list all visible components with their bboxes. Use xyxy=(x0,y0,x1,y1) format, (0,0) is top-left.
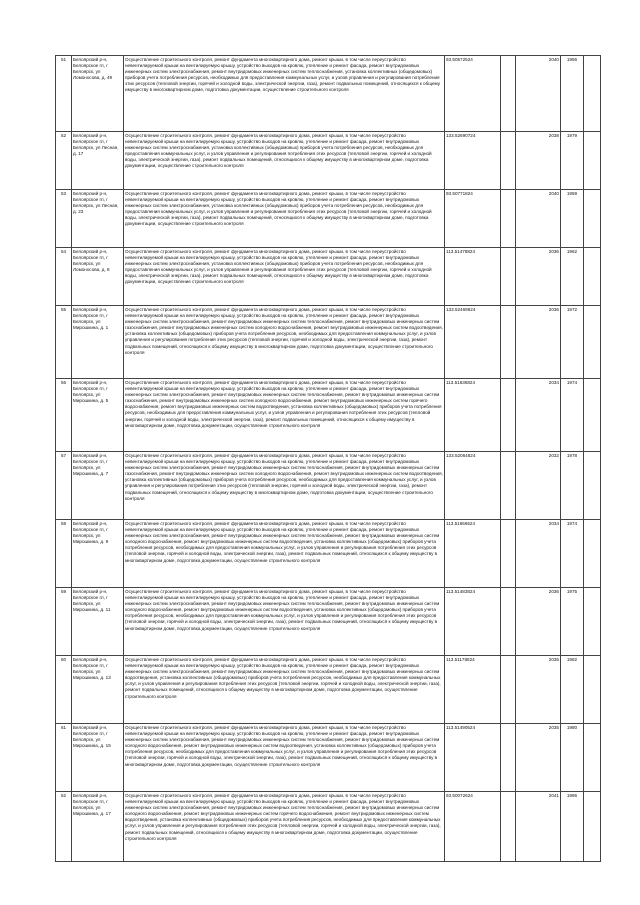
row-empty-cell xyxy=(501,452,516,520)
row-empty-cell xyxy=(501,724,516,792)
row-build-year: 1982 xyxy=(561,656,584,724)
row-address: Белоярский р-н, Белоярское гп, г Белоярск, ул Мирошкина, д. 11 xyxy=(72,588,124,656)
row-address: Белоярский р-н, Белоярское гп, г Белоярск, ул Лесная, д. 17 xyxy=(72,132,124,190)
row-number: 57 xyxy=(56,452,72,520)
row-work-description: Осуществление строительного контроля, ремонт фундамента многоквартирного дома, ремонт крыши, в том числе переустройство невентилируемой крыши на вентилируемую крышу, устройство выходов на кровлю, утепление и ремонт фасада, ремонт внутридомовых инженерных систем электроснабжения, ремонт внутридомовых инженерных систем теплоснабжения, ремонт внутридомовых инженерных систем газоснабжения, ремонт внутридомовых инженерных систем холодного водоснабжения, ремонт внутридомовых инженерных систем горячего водоснабжения, ремонт внутридомовых инженерных систем водоотведения, установка коллективных (общедомовых) приборов учета потребления ресурсов, необходимых для предоставления коммунальных услуг, и узлов управления и регулирования потребления этих ресурсов (тепловой энергии, горячей и холодной воды, электрической энергии, газа), ремонт подвальных помещений, относящихся к общему имуществу в многоквартирном доме, подготовка документации, осуществление строительного контроля xyxy=(124,379,445,452)
row-build-year: 1980 xyxy=(561,724,584,792)
row-empty-cell xyxy=(584,306,601,379)
row-address: Белоярский р-н, Белоярское гп, г Белоярск, ул Мирошкина, д. 7 xyxy=(72,452,124,520)
row-planned-year: 2038 xyxy=(516,132,561,190)
row-cost-code: 113.51483824 xyxy=(445,588,501,656)
row-address: Белоярский р-н, Белоярское гп, г Белоярск, ул Ломоносова, д. 49 xyxy=(72,56,124,132)
row-work-description: Осуществление строительного контроля, ремонт фундамента многоквартирного дома, ремонт крыши, в том числе переустройство невентилируемой крыши на вентилируемую крышу, устройство выходов на кровлю, утепление и ремонт фасада, ремонт внутридомовых инженерных систем электроснабжения, ремонт внутридомовых инженерных систем теплоснабжения, ремонт внутридомовых инженерных систем газоснабжения, ремонт внутридомовых инженерных систем холодного водоснабжения, ремонт внутридомовых инженерных систем водоотведения, установка коллективных (общедомовых) приборов учета потребления ресурсов, необходимых для предоставления коммунальных услуг, и узлов управления и регулирования потребления этих ресурсов (тепловой энергии, горячей и холодной воды, электрической энергии, газа), ремонт подвальных помещений, относящихся к общему имуществу в многоквартирном доме, подготовка документации, осуществление строительного контроля xyxy=(124,306,445,379)
row-planned-year: 2034 xyxy=(516,379,561,452)
table-row xyxy=(56,56,601,132)
row-number: 58 xyxy=(56,520,72,588)
row-address: Белоярский р-н, Белоярское гп, г Белоярск, ул Мирошкина, д. 15 xyxy=(72,724,124,792)
row-build-year: 1979 xyxy=(561,132,584,190)
row-number: 51 xyxy=(56,56,72,132)
table-row xyxy=(56,248,601,306)
row-cost-code: 113.51636824 xyxy=(445,379,501,452)
row-cost-code: 113.51490524 xyxy=(445,724,501,792)
row-address: Белоярский р-н, Белоярское гп, г Белоярск, ул Мирошкина, д. 5 xyxy=(72,379,124,452)
row-empty-cell xyxy=(584,379,601,452)
row-work-description: Осуществление строительного контроля, ремонт фундамента многоквартирного дома, ремонт крыши, в том числе переустройство невентилируемой крыши на вентилируемую крышу, устройство выходов на кровлю, утепление и ремонт фасада, ремонт внутридомовых инженерных систем электроснабжения, установка коллективных (общедомовых) приборов учета потребления ресурсов, необходимых для предоставления коммунальных услуг, и узлов управления и регулирования потребления этих ресурсов (тепловой энергии, горячей и холодной воды, электрической энергии, газа), ремонт подвальных помещений, относящихся к общему имуществу в многоквартирном доме, подготовка документации, осуществление строительного контроля xyxy=(124,132,445,190)
row-empty-cell xyxy=(584,248,601,306)
row-empty-cell xyxy=(501,656,516,724)
row-empty-cell xyxy=(501,248,516,306)
row-build-year: 1978 xyxy=(561,452,584,520)
row-empty-cell xyxy=(584,132,601,190)
row-build-year: 1974 xyxy=(561,520,584,588)
row-number: 52 xyxy=(56,132,72,190)
row-planned-year: 2036 xyxy=(516,588,561,656)
row-build-year: 1959 xyxy=(561,190,584,248)
table-row xyxy=(56,132,601,190)
row-number: 61 xyxy=(56,724,72,792)
row-address: Белоярский р-н, Белоярское гп, г Белоярск, ул Ломоносова, д. 8 xyxy=(72,248,124,306)
row-planned-year: 2041 xyxy=(516,792,561,862)
row-work-description: Осуществление строительного контроля, ремонт фундамента многоквартирного дома, ремонт крыши, в том числе переустройство невентилируемой крыши на вентилируемую крышу, устройство выходов на кровлю, утепление и ремонт фасада, ремонт внутридомовых инженерных систем электроснабжения, ремонт внутридомовых инженерных систем теплоснабжения, ремонт внутридомовых инженерных систем холодного водоснабжения, ремонт внутридомовых инженерных систем водоотведения, установка коллективных (общедомовых) приборов учета потребления ресурсов, необходимых для предоставления коммунальных услуг, и узлов управления и регулирования потребления этих ресурсов (тепловой энергии, горячей и холодной воды, электрической энергии, газа), ремонт подвальных помещений, относящихся к общему имуществу в многоквартирном доме, подготовка документации, осуществление строительного контроля xyxy=(124,520,445,588)
row-work-description: Осуществление строительного контроля, ремонт фундамента многоквартирного дома, ремонт крыши, в том числе переустройство невентилируемой крыши на вентилируемую крышу, устройство выходов на кровлю, утепление и ремонт фасада, ремонт внутридомовых инженерных систем электроснабжения, ремонт внутридомовых инженерных систем теплоснабжения, ремонт внутридомовых инженерных систем водоотведения, установка коллективных (общедомовых) приборов учета потребления ресурсов, необходимых для предоставления коммунальных услуг, и узлов управления и регулирования потребления этих ресурсов (тепловой энергии, горячей и холодной воды, электрической энергии, газа), ремонт подвальных помещений, относящихся к общему имуществу в многоквартирном доме, подготовка документации, осуществление строительного контроля xyxy=(124,656,445,724)
row-planned-year: 2032 xyxy=(516,452,561,520)
row-address: Белоярский р-н, Белоярское гп, г Белоярск, ул Мирошкина, д. 1 xyxy=(72,306,124,379)
row-empty-cell xyxy=(501,132,516,190)
row-planned-year: 2035 xyxy=(516,724,561,792)
row-work-description: Осуществление строительного контроля, ремонт фундамента многоквартирного дома, ремонт крыши, в том числе переустройство невентилируемой крыши на вентилируемую крышу, устройство выходов на кровлю, утепление и ремонт фасада, ремонт внутридомовых инженерных систем электроснабжения, ремонт внутридомовых инженерных систем теплоснабжения, ремонт внутридомовых инженерных систем холодного водоснабжения, ремонт внутридомовых инженерных систем водоотведения, установка коллективных (общедомовых) приборов учета потребления ресурсов, необходимых для предоставления коммунальных услуг, и узлов управления и регулирования потребления этих ресурсов (тепловой энергии, горячей и холодной воды, электрической энергии, газа), ремонт подвальных помещений, относящихся к общему имуществу в многоквартирном доме, подготовка документации, осуществление строительного контроля xyxy=(124,724,445,792)
row-empty-cell xyxy=(501,588,516,656)
row-cost-code: 133.52469624 xyxy=(445,306,501,379)
row-number: 62 xyxy=(56,792,72,862)
row-number: 59 xyxy=(56,588,72,656)
row-empty-cell xyxy=(584,190,601,248)
row-planned-year: 2040 xyxy=(516,56,561,132)
table-row xyxy=(56,792,601,862)
row-address: Белоярский р-н, Белоярское гп, г Белоярск, ул Лесная, д. 23 xyxy=(72,190,124,248)
row-number: 60 xyxy=(56,656,72,724)
row-empty-cell xyxy=(501,520,516,588)
row-cost-code: 133.52690724 xyxy=(445,132,501,190)
row-address: Белоярский р-н, Белоярское гп, г Белоярск, ул Мирошкина, д. 9 xyxy=(72,520,124,588)
table-row xyxy=(56,656,601,724)
table-body xyxy=(56,56,601,862)
row-number: 53 xyxy=(56,190,72,248)
row-cost-code: 93.50072624 xyxy=(445,792,501,862)
row-planned-year: 2036 xyxy=(516,306,561,379)
row-address: Белоярский р-н, Белоярское гп, г Белоярск, ул Мирошкина, д. 17 xyxy=(72,792,124,862)
row-planned-year: 2040 xyxy=(516,190,561,248)
table-row xyxy=(56,588,601,656)
row-number: 56 xyxy=(56,379,72,452)
row-build-year: 1972 xyxy=(561,306,584,379)
row-empty-cell xyxy=(584,520,601,588)
row-planned-year: 2036 xyxy=(516,248,561,306)
row-planned-year: 2034 xyxy=(516,520,561,588)
row-work-description: Осуществление строительного контроля, ремонт фундамента многоквартирного дома, ремонт крыши, в том числе переустройство невентилируемой крыши на вентилируемую крышу, устройство выходов на кровлю, утепление и ремонт фасада, ремонт внутридомовых инженерных систем электроснабжения, ремонт внутридомовых инженерных систем теплоснабжения, ремонт внутридомовых инженерных систем холодного водоснабжения, ремонт внутридомовых инженерных систем водоотведения, установка коллективных (общедомовых) приборов учета потребления ресурсов, необходимых для предоставления коммунальных услуг, и узлов управления и регулирования потребления этих ресурсов (тепловой энергии, горячей и холодной воды, электрической энергии, газа), ремонт подвальных помещений, относящихся к общему имуществу в многоквартирном доме, подготовка документации, осуществление строительного контроля xyxy=(124,588,445,656)
row-cost-code: 113.51656524 xyxy=(445,520,501,588)
row-empty-cell xyxy=(501,190,516,248)
works-table xyxy=(55,55,601,862)
row-work-description: Осуществление строительного контроля, ремонт фундамента многоквартирного дома, ремонт крыши, в том числе переустройство невентилируемой крыши на вентилируемую крышу, устройство выходов на кровлю, утепление и ремонт фасада, ремонт внутридомовых инженерных систем электроснабжения, ремонт внутридомовых инженерных систем теплоснабжения, ремонт внутридомовых инженерных систем газоснабжения, ремонт внутридомовых инженерных систем холодного водоснабжения, ремонт внутридомовых инженерных систем водоотведения, установка коллективных (общедомовых) приборов учета потребления ресурсов, необходимых для предоставления коммунальных услуг, и узлов управления и регулирования потребления этих ресурсов (тепловой энергии, горячей и холодной воды, электрической энергии, газа), ремонт подвальных помещений, относящихся к общему имуществу в многоквартирном доме, подготовка документации, осуществление строительного контроля xyxy=(124,452,445,520)
table-row xyxy=(56,306,601,379)
row-cost-code: 93.50771824 xyxy=(445,190,501,248)
row-empty-cell xyxy=(501,379,516,452)
row-empty-cell xyxy=(501,56,516,132)
row-empty-cell xyxy=(584,588,601,656)
row-number: 55 xyxy=(56,306,72,379)
row-cost-code: 113.51178824 xyxy=(445,656,501,724)
row-address: Белоярский р-н, Белоярское гп, г Белоярск, ул Мирошкина, д. 13 xyxy=(72,656,124,724)
table-row xyxy=(56,724,601,792)
row-build-year: 1975 xyxy=(561,588,584,656)
row-number: 54 xyxy=(56,248,72,306)
row-cost-code: 93.50572524 xyxy=(445,56,501,132)
row-build-year: 1974 xyxy=(561,379,584,452)
row-work-description: Осуществление строительного контроля, ремонт фундамента многоквартирного дома, ремонт крыши, в том числе переустройство невентилируемой крыши на вентилируемую крышу, устройство выходов на кровлю, утепление и ремонт фасада, ремонт внутридомовых инженерных систем электроснабжения, установка коллективных (общедомовых) приборов учета потребления ресурсов, необходимых для предоставления коммунальных услуг, и узлов управления и регулирования потребления этих ресурсов (тепловой энергии, горячей и холодной воды, электрической энергии, газа), ремонт подвальных помещений, относящихся к общему имуществу в многоквартирном доме, подготовка документации, осуществление строительного контроля xyxy=(124,190,445,248)
row-build-year: 1956 xyxy=(561,56,584,132)
row-work-description: Осуществление строительного контроля, ремонт фундамента многоквартирного дома, ремонт крыши, в том числе переустройство невентилируемой крыши на вентилируемую крышу, устройство выходов на кровлю, утепление и ремонт фасада, ремонт внутридомовых инженерных систем электроснабжения, ремонт внутридомовых инженерных систем теплоснабжения, ремонт внутридомовых инженерных систем холодного водоснабжения, ремонт внутридомовых инженерных систем горячего водоснабжения, ремонт внутридомовых инженерных систем водоотведения, установка коллективных (общедомовых) приборов учета потребления ресурсов, необходимых для предоставления коммунальных услуг, и узлов управления и регулирования потребления этих ресурсов (тепловой энергии, горячей и холодной воды, электрической энергии, газа), ремонт подвальных помещений, относящихся к общему имуществу в многоквартирном доме, подготовка документации, осуществление строительного контроля xyxy=(124,792,445,862)
row-build-year: 1962 xyxy=(561,248,584,306)
row-cost-code: 113.51478824 xyxy=(445,248,501,306)
row-planned-year: 2035 xyxy=(516,656,561,724)
row-empty-cell xyxy=(584,56,601,132)
table-row xyxy=(56,520,601,588)
table-row xyxy=(56,190,601,248)
row-empty-cell xyxy=(584,656,601,724)
table-row xyxy=(56,379,601,452)
row-empty-cell xyxy=(584,792,601,862)
row-empty-cell xyxy=(584,452,601,520)
row-empty-cell xyxy=(501,306,516,379)
row-build-year: 1986 xyxy=(561,792,584,862)
table-row xyxy=(56,452,601,520)
row-work-description: Осуществление строительного контроля, ремонт фундамента многоквартирного дома, ремонт крыши, в том числе переустройство невентилируемой крыши на вентилируемую крышу, устройство выходов на кровлю, утепление и ремонт фасада, ремонт внутридомовых инженерных систем электроснабжения, ремонт внутридомовых инженерных систем теплоснабжения, установка коллективных (общедомовых) приборов учета потребления ресурсов, необходимых для предоставления коммунальных услуг, и узлов управления и регулирования потребления этих ресурсов (тепловой энергии, горячей и холодной воды, электрической энергии, газа), ремонт подвальных помещений, относящихся к общему имуществу в многоквартирном доме, подготовка документации, осуществление строительного контроля xyxy=(124,56,445,132)
row-cost-code: 133.52064824 xyxy=(445,452,501,520)
row-work-description: Осуществление строительного контроля, ремонт фундамента многоквартирного дома, ремонт крыши, в том числе переустройство невентилируемой крыши на вентилируемую крышу, устройство выходов на кровлю, утепление и ремонт фасада, ремонт внутридомовых инженерных систем электроснабжения, установка коллективных (общедомовых) приборов учета потребления ресурсов, необходимых для предоставления коммунальных услуг, и узлов управления и регулирования потребления этих ресурсов (тепловой энергии, горячей и холодной воды, электрической энергии, газа), ремонт подвальных помещений, относящихся к общему имуществу в многоквартирном доме, подготовка документации, осуществление строительного контроля xyxy=(124,248,445,306)
row-empty-cell xyxy=(584,724,601,792)
row-empty-cell xyxy=(501,792,516,862)
